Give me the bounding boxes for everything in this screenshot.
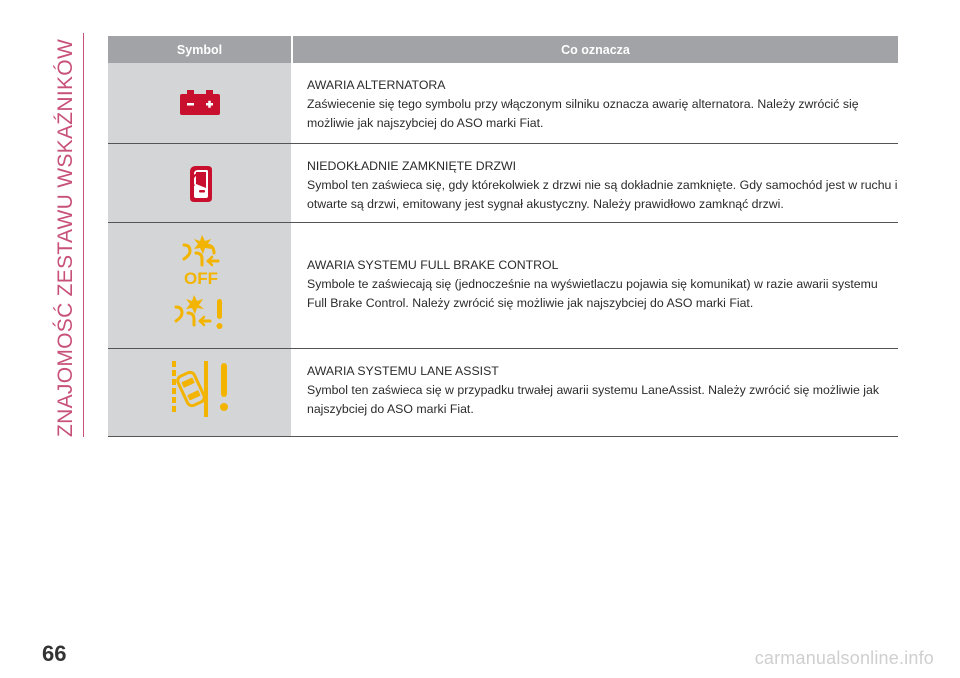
symbol-cell xyxy=(108,349,291,436)
row-title: AWARIA ALTERNATORA xyxy=(307,78,446,92)
symbol-cell xyxy=(108,63,291,143)
table-row xyxy=(108,63,898,144)
full-brake-control-off-icon xyxy=(174,231,226,287)
lane-assist-warning-icon xyxy=(168,359,234,419)
meaning-cell xyxy=(291,63,898,143)
symbol-cell xyxy=(108,223,291,348)
row-description: Symbol ten zaświeca się w przypadku trwałej awarii systemu LaneAssist. Należy zwrócić się możliwie jak najszybciej do ASO marki Fiat. xyxy=(307,383,880,416)
row-description: Zaświecenie się tego symbolu przy włączonym silniku oznacza awarię alternatora. Należy zwrócić się możliwie jak najszybciej do ASO marki Fiat. xyxy=(307,97,859,130)
meaning-cell xyxy=(291,144,898,222)
table-row xyxy=(108,144,898,223)
section-side-title: ZNAJOMOŚĆ ZESTAWU WSKAŹNIKÓW xyxy=(54,38,77,437)
table-header xyxy=(108,36,898,63)
row-description: Symbol ten zaświeca się, gdy którekolwiek z drzwi nie są dokładnie zamknięte. Gdy samochód jest w ruchu i otwarte są drzwi, emitowany jest sygnał akustyczny. Należy prawidłowo zamknąć drzwi. xyxy=(307,178,898,211)
off-label: OFF xyxy=(184,269,218,287)
full-brake-control-warning-icon xyxy=(170,293,228,333)
row-title: AWARIA SYSTEMU LANE ASSIST xyxy=(307,364,499,378)
row-title: AWARIA SYSTEMU FULL BRAKE CONTROL xyxy=(307,258,559,272)
meaning-cell xyxy=(291,349,898,436)
column-header-symbol: Symbol xyxy=(176,42,223,57)
row-title: NIEDOKŁADNIE ZAMKNIĘTE DRZWI xyxy=(307,159,517,173)
row-description: Symbole te zaświecają się (jednocześnie na wyświetlaczu pojawia się komunikat) w razie awarii systemu Full Brake Control. Należy zwrócić się możliwie jak najszybciej do ASO marki Fiat. xyxy=(307,277,878,310)
door-open-icon xyxy=(186,164,214,204)
page-number: 66 xyxy=(42,641,67,666)
column-header-meaning: Co oznacza xyxy=(291,36,898,63)
watermark: carmanualsonline.info xyxy=(754,648,934,668)
meaning-cell xyxy=(291,223,898,348)
side-rule xyxy=(83,33,84,437)
warning-lights-table xyxy=(108,36,898,437)
table-row xyxy=(108,223,898,349)
battery-warning-icon xyxy=(178,89,222,117)
table-row xyxy=(108,349,898,437)
symbol-cell xyxy=(108,144,291,222)
